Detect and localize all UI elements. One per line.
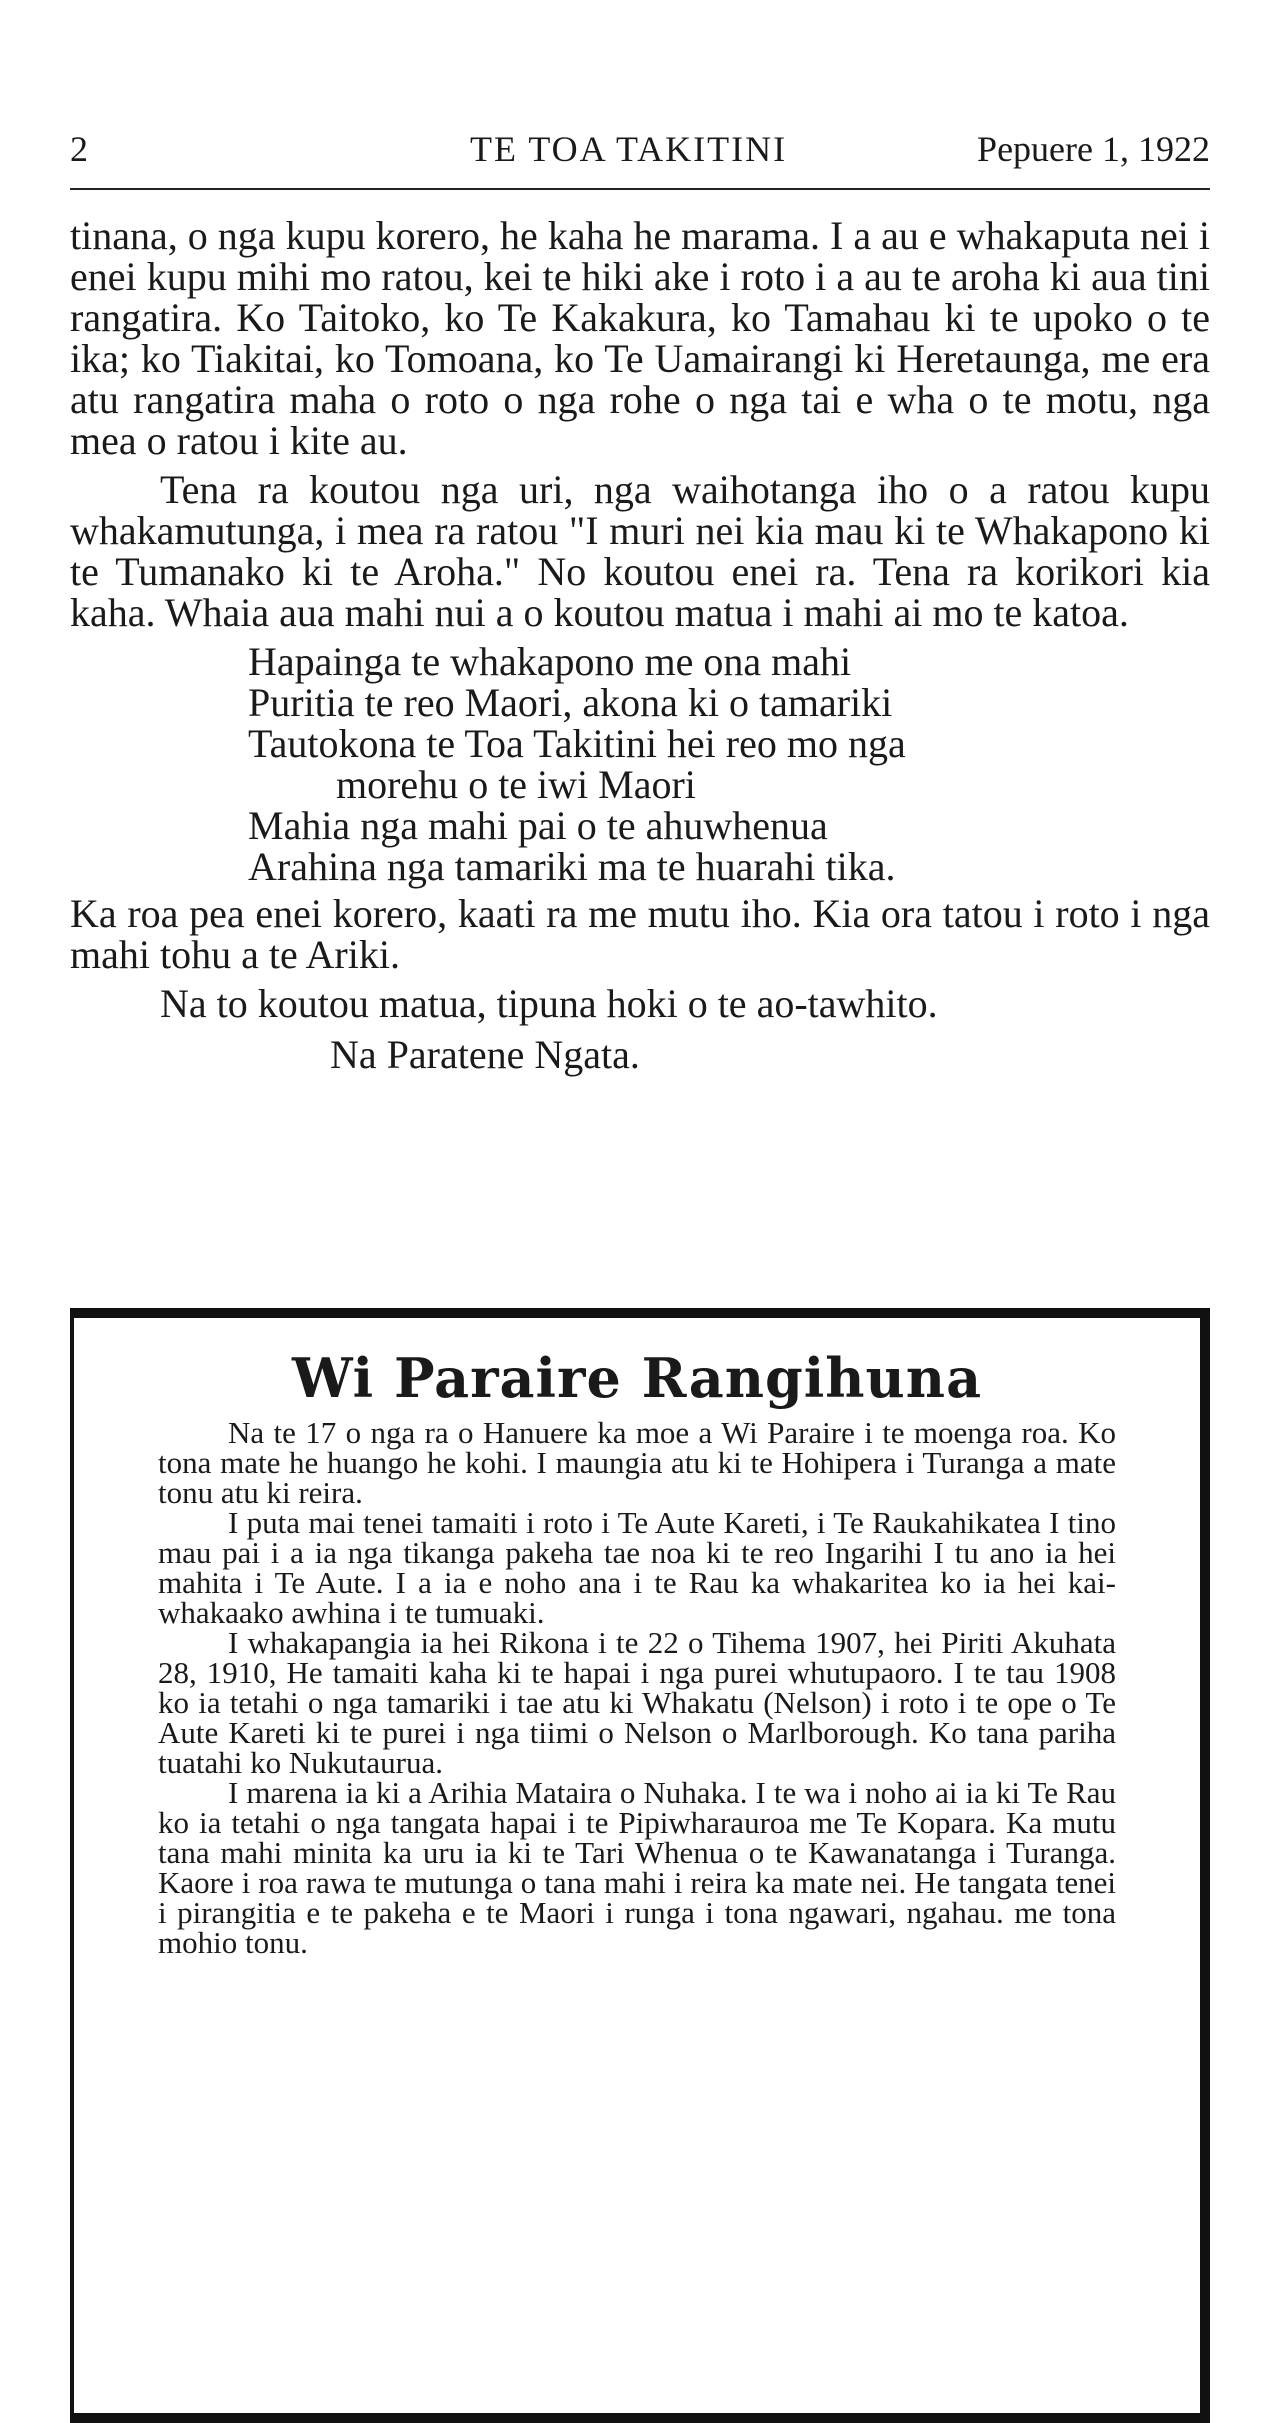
- poem-line-1: Hapainga te whakapono me ona mahi: [248, 639, 852, 684]
- article-paragraph-4: Na to koutou matua, tipuna hoki o te ao-tawhito.: [160, 981, 938, 1026]
- obituary-paragraph-2: I puta mai tenei tamaiti i roto i Te Aute Kareti, i Te Raukahikatea I tino mau pai i a ia nga tikanga pakeha tae noa ki te reo Ingarihi I tu ano ia hei mahita i Te Aute. I a ia e noho ana i te Rau ka whakaritea ko ia hei kai-whakaako awhina i te tumuaki.: [158, 1505, 1116, 1630]
- article-paragraph-3: Ka roa pea enei korero, kaati ra me mutu iho. Kia ora tatou i roto i nga mahi tohu a te Ariki.: [70, 891, 1210, 977]
- poem-line-2: Puritia te reo Maori, akona ki o tamariki: [248, 680, 893, 725]
- signature: Na Paratene Ngata.: [330, 1032, 640, 1077]
- page-number: 2: [70, 129, 88, 169]
- article-body: [70, 215, 1210, 1075]
- page-header: [70, 128, 1210, 188]
- obituary-title: Wi Paraire Rangihuna: [291, 1346, 983, 1410]
- obituary-paragraph-3: I whakapangia ia hei Rikona i te 22 o Tihema 1907, hei Piriti Akuhata 28, 1910, He tamaiti kaha ki te hapai i nga purei whutupaoro. I te tau 1908 ko ia tetahi o nga tamariki i tae atu ki Whakatu (Nelson) i roto i te ope o Te Aute Kareti ki te purei i nga tiimi o Nelson o Marlborough. Ko tana pariha tuatahi ko Nukutaurua.: [158, 1625, 1116, 1780]
- poem-line-5: Mahia nga mahi pai o te ahuwhenua: [248, 803, 828, 848]
- header-rule: [70, 188, 1210, 190]
- article-paragraph-1: tinana, o nga kupu korero, he kaha he marama. I a au e whakaputa nei i enei kupu mihi mo ratou, kei te hiki ake i roto i a au te aroha ki aua tini rangatira. Ko Taitoko, ko Te Kakakura, ko Tamahau ki te upoko o te ika; ko Tiakitai, ko Tomoana, ko Te Uamairangi ki Heretaunga, me era atu rangatira maha o roto o nga rohe o nga tai e wha o te motu, nga mea o ratou i kite au.: [70, 213, 1210, 463]
- poem-line-4: morehu o te iwi Maori: [336, 762, 696, 807]
- poem: [248, 641, 1210, 887]
- article-paragraph-2: Tena ra koutou nga uri, nga waihotanga iho o a ratou kupu whakamutunga, i mea ra ratou "I muri nei kia mau ki te Whakapono ki te Tumanako ki te Aroha." No koutou enei ra. Tena ra korikori kia kaha. Whaia aua mahi nui a o koutou matua i mahi ai mo te katoa.: [70, 467, 1210, 635]
- obituary-text: [158, 1415, 1116, 1960]
- poem-line-6: Arahina nga tamariki ma te huarahi tika.: [248, 844, 896, 889]
- issue-date: Pepuere 1, 1922: [977, 129, 1210, 169]
- obituary-box: [70, 1308, 1210, 2423]
- obituary-paragraph-1: Na te 17 o nga ra o Hanuere ka moe a Wi Paraire i te moenga roa. Ko tona mate he huango he kohi. I maungia atu ki te Hohipera i Turanga a mate tonu atu ki reira.: [158, 1415, 1116, 1510]
- publication-title: TE TOA TAKITINI: [470, 129, 788, 169]
- poem-line-3: Tautokona te Toa Takitini hei reo mo nga: [248, 721, 906, 766]
- obituary-paragraph-4: I marena ia ki a Arihia Mataira o Nuhaka. I te wa i noho ai ia ki Te Rau ko ia tetahi o nga tangata hapai i te Pipiwharauroa me Te Kopara. Ka mutu tana mahi minita ka uru ia ki te Tari Whenua o te Kawanatanga i Turanga. Kaore i roa rawa te mutunga o tana mahi i reira ka mate nei. He tangata tenei i pirangitia e te pakeha e te Maori i runga i tona ngawari, ngahau. me tona mohio tonu.: [158, 1775, 1116, 1960]
